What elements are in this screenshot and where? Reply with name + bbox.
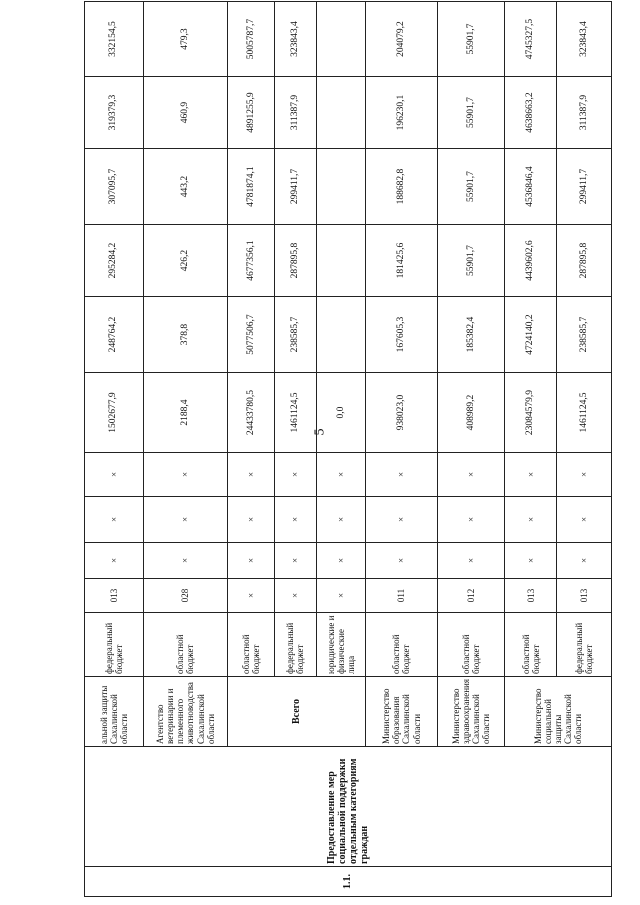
code-cell: × (504, 497, 556, 543)
year-value-cell: 181425,6 (365, 225, 438, 297)
code-cell: 011 (365, 579, 438, 613)
funding-source-cell: федеральный бюджет (557, 613, 612, 677)
year-value-cell: 4745327,5 (504, 2, 556, 77)
budget-table-container (84, 2, 612, 897)
funding-source-cell: федеральный бюджет (274, 613, 316, 677)
total-cell: 1502677,9 (85, 373, 144, 453)
code-cell: 028 (143, 579, 228, 613)
code-cell: × (228, 453, 274, 497)
code-cell: 013 (85, 579, 144, 613)
code-cell: × (143, 497, 228, 543)
year-value-cell: 196230,1 (365, 77, 438, 149)
year-value-cell: 185382,4 (438, 297, 505, 373)
year-value-cell: 55901,7 (438, 225, 505, 297)
code-cell: × (228, 579, 274, 613)
code-cell: × (274, 579, 316, 613)
code-cell: × (228, 543, 274, 579)
total-cell: 938023,0 (365, 373, 438, 453)
year-value-cell: 299411,7 (557, 149, 612, 225)
budget-table (84, 1, 612, 897)
year-value-cell (317, 225, 365, 297)
funding-source-cell: федеральный бюджет (85, 613, 144, 677)
year-value-cell: 4439602,6 (504, 225, 556, 297)
year-value-cell: 4677356,1 (228, 225, 274, 297)
year-value-cell: 238585,7 (274, 297, 316, 373)
year-value-cell: 287895,8 (557, 225, 612, 297)
year-value-cell: 332154,5 (85, 2, 144, 77)
code-cell: × (143, 543, 228, 579)
year-value-cell: 4781874,1 (228, 149, 274, 225)
year-value-cell: 55901,7 (438, 149, 505, 225)
code-cell: × (504, 453, 556, 497)
funding-source-cell: областной бюджет (228, 613, 274, 677)
year-value-cell: 204079,2 (365, 2, 438, 77)
code-cell: × (438, 453, 505, 497)
total-cell: 2188,4 (143, 373, 228, 453)
code-cell: × (504, 543, 556, 579)
executor-cell: Министерство образования Сахалинской области (365, 677, 438, 747)
code-cell: × (365, 497, 438, 543)
executor-cell: Всего (228, 677, 365, 747)
code-cell: × (317, 497, 365, 543)
code-cell: × (317, 453, 365, 497)
code-cell: × (85, 453, 144, 497)
year-value-cell: 299411,7 (274, 149, 316, 225)
total-cell: 1461124,5 (274, 373, 316, 453)
code-cell: × (557, 497, 612, 543)
year-value-cell: 55901,7 (438, 77, 505, 149)
funding-source-cell: областной бюджет (365, 613, 438, 677)
table-row (85, 2, 144, 897)
year-value-cell (317, 77, 365, 149)
code-cell: × (438, 497, 505, 543)
code-cell: × (228, 497, 274, 543)
code-cell: 012 (438, 579, 505, 613)
year-value-cell: 55901,7 (438, 2, 505, 77)
code-cell: × (557, 543, 612, 579)
year-value-cell: 188682,8 (365, 149, 438, 225)
code-cell: × (274, 543, 316, 579)
measure-cell: Предоставление мер социальной поддержки отдельным категориям граждан (85, 747, 612, 867)
code-cell: 013 (504, 579, 556, 613)
year-value-cell: 319379,3 (85, 77, 144, 149)
page-number: 5 (312, 428, 328, 436)
year-value-cell: 378,8 (143, 297, 228, 373)
code-cell: × (85, 543, 144, 579)
year-value-cell (317, 149, 365, 225)
year-value-cell: 4724140,2 (504, 297, 556, 373)
year-value-cell: 443,2 (143, 149, 228, 225)
code-cell: × (274, 497, 316, 543)
year-value-cell: 479,3 (143, 2, 228, 77)
year-value-cell: 323843,4 (557, 2, 612, 77)
funding-source-cell: юридические и физические лица (317, 613, 365, 677)
budget-table-body (85, 2, 612, 897)
code-cell: × (365, 453, 438, 497)
year-value-cell: 323843,4 (274, 2, 316, 77)
code-cell: × (365, 543, 438, 579)
executor-cell: Министерство социальной защиты Сахалинской области (504, 677, 611, 747)
executor-cell: альной защиты Сахалинской области (85, 677, 144, 747)
executor-cell: Агентство ветеринарии и племенного животноводства Сахалинской области (143, 677, 228, 747)
funding-source-cell: областной бюджет (143, 613, 228, 677)
total-cell: 23084579,9 (504, 373, 556, 453)
code-cell: × (317, 543, 365, 579)
code-cell: × (274, 453, 316, 497)
row-number-cell: 1.1. (85, 867, 612, 897)
code-cell: × (317, 579, 365, 613)
year-value-cell: 248764,2 (85, 297, 144, 373)
year-value-cell: 167605,3 (365, 297, 438, 373)
year-value-cell: 426,2 (143, 225, 228, 297)
total-cell: 408989,2 (438, 373, 505, 453)
total-cell: 0,0 (317, 373, 365, 453)
total-cell: 24433780,5 (228, 373, 274, 453)
year-value-cell: 311387,9 (274, 77, 316, 149)
year-value-cell: 311387,9 (557, 77, 612, 149)
year-value-cell: 4536846,4 (504, 149, 556, 225)
code-cell: × (143, 453, 228, 497)
year-value-cell: 287895,8 (274, 225, 316, 297)
year-value-cell: 4638663,2 (504, 77, 556, 149)
year-value-cell: 295284,2 (85, 225, 144, 297)
code-cell: × (557, 453, 612, 497)
year-value-cell: 5077506,7 (228, 297, 274, 373)
year-value-cell: 307095,7 (85, 149, 144, 225)
year-value-cell (317, 2, 365, 77)
funding-source-cell: областной бюджет (504, 613, 556, 677)
year-value-cell: 5005787,7 (228, 2, 274, 77)
year-value-cell (317, 297, 365, 373)
executor-cell: Министерство здравоохранения Сахалинской области (438, 677, 505, 747)
code-cell: × (438, 543, 505, 579)
year-value-cell: 238585,7 (557, 297, 612, 373)
code-cell: × (85, 497, 144, 543)
code-cell: 013 (557, 579, 612, 613)
funding-source-cell: областной бюджет (438, 613, 505, 677)
year-value-cell: 4891255,9 (228, 77, 274, 149)
total-cell: 1461124,5 (557, 373, 612, 453)
year-value-cell: 460,9 (143, 77, 228, 149)
